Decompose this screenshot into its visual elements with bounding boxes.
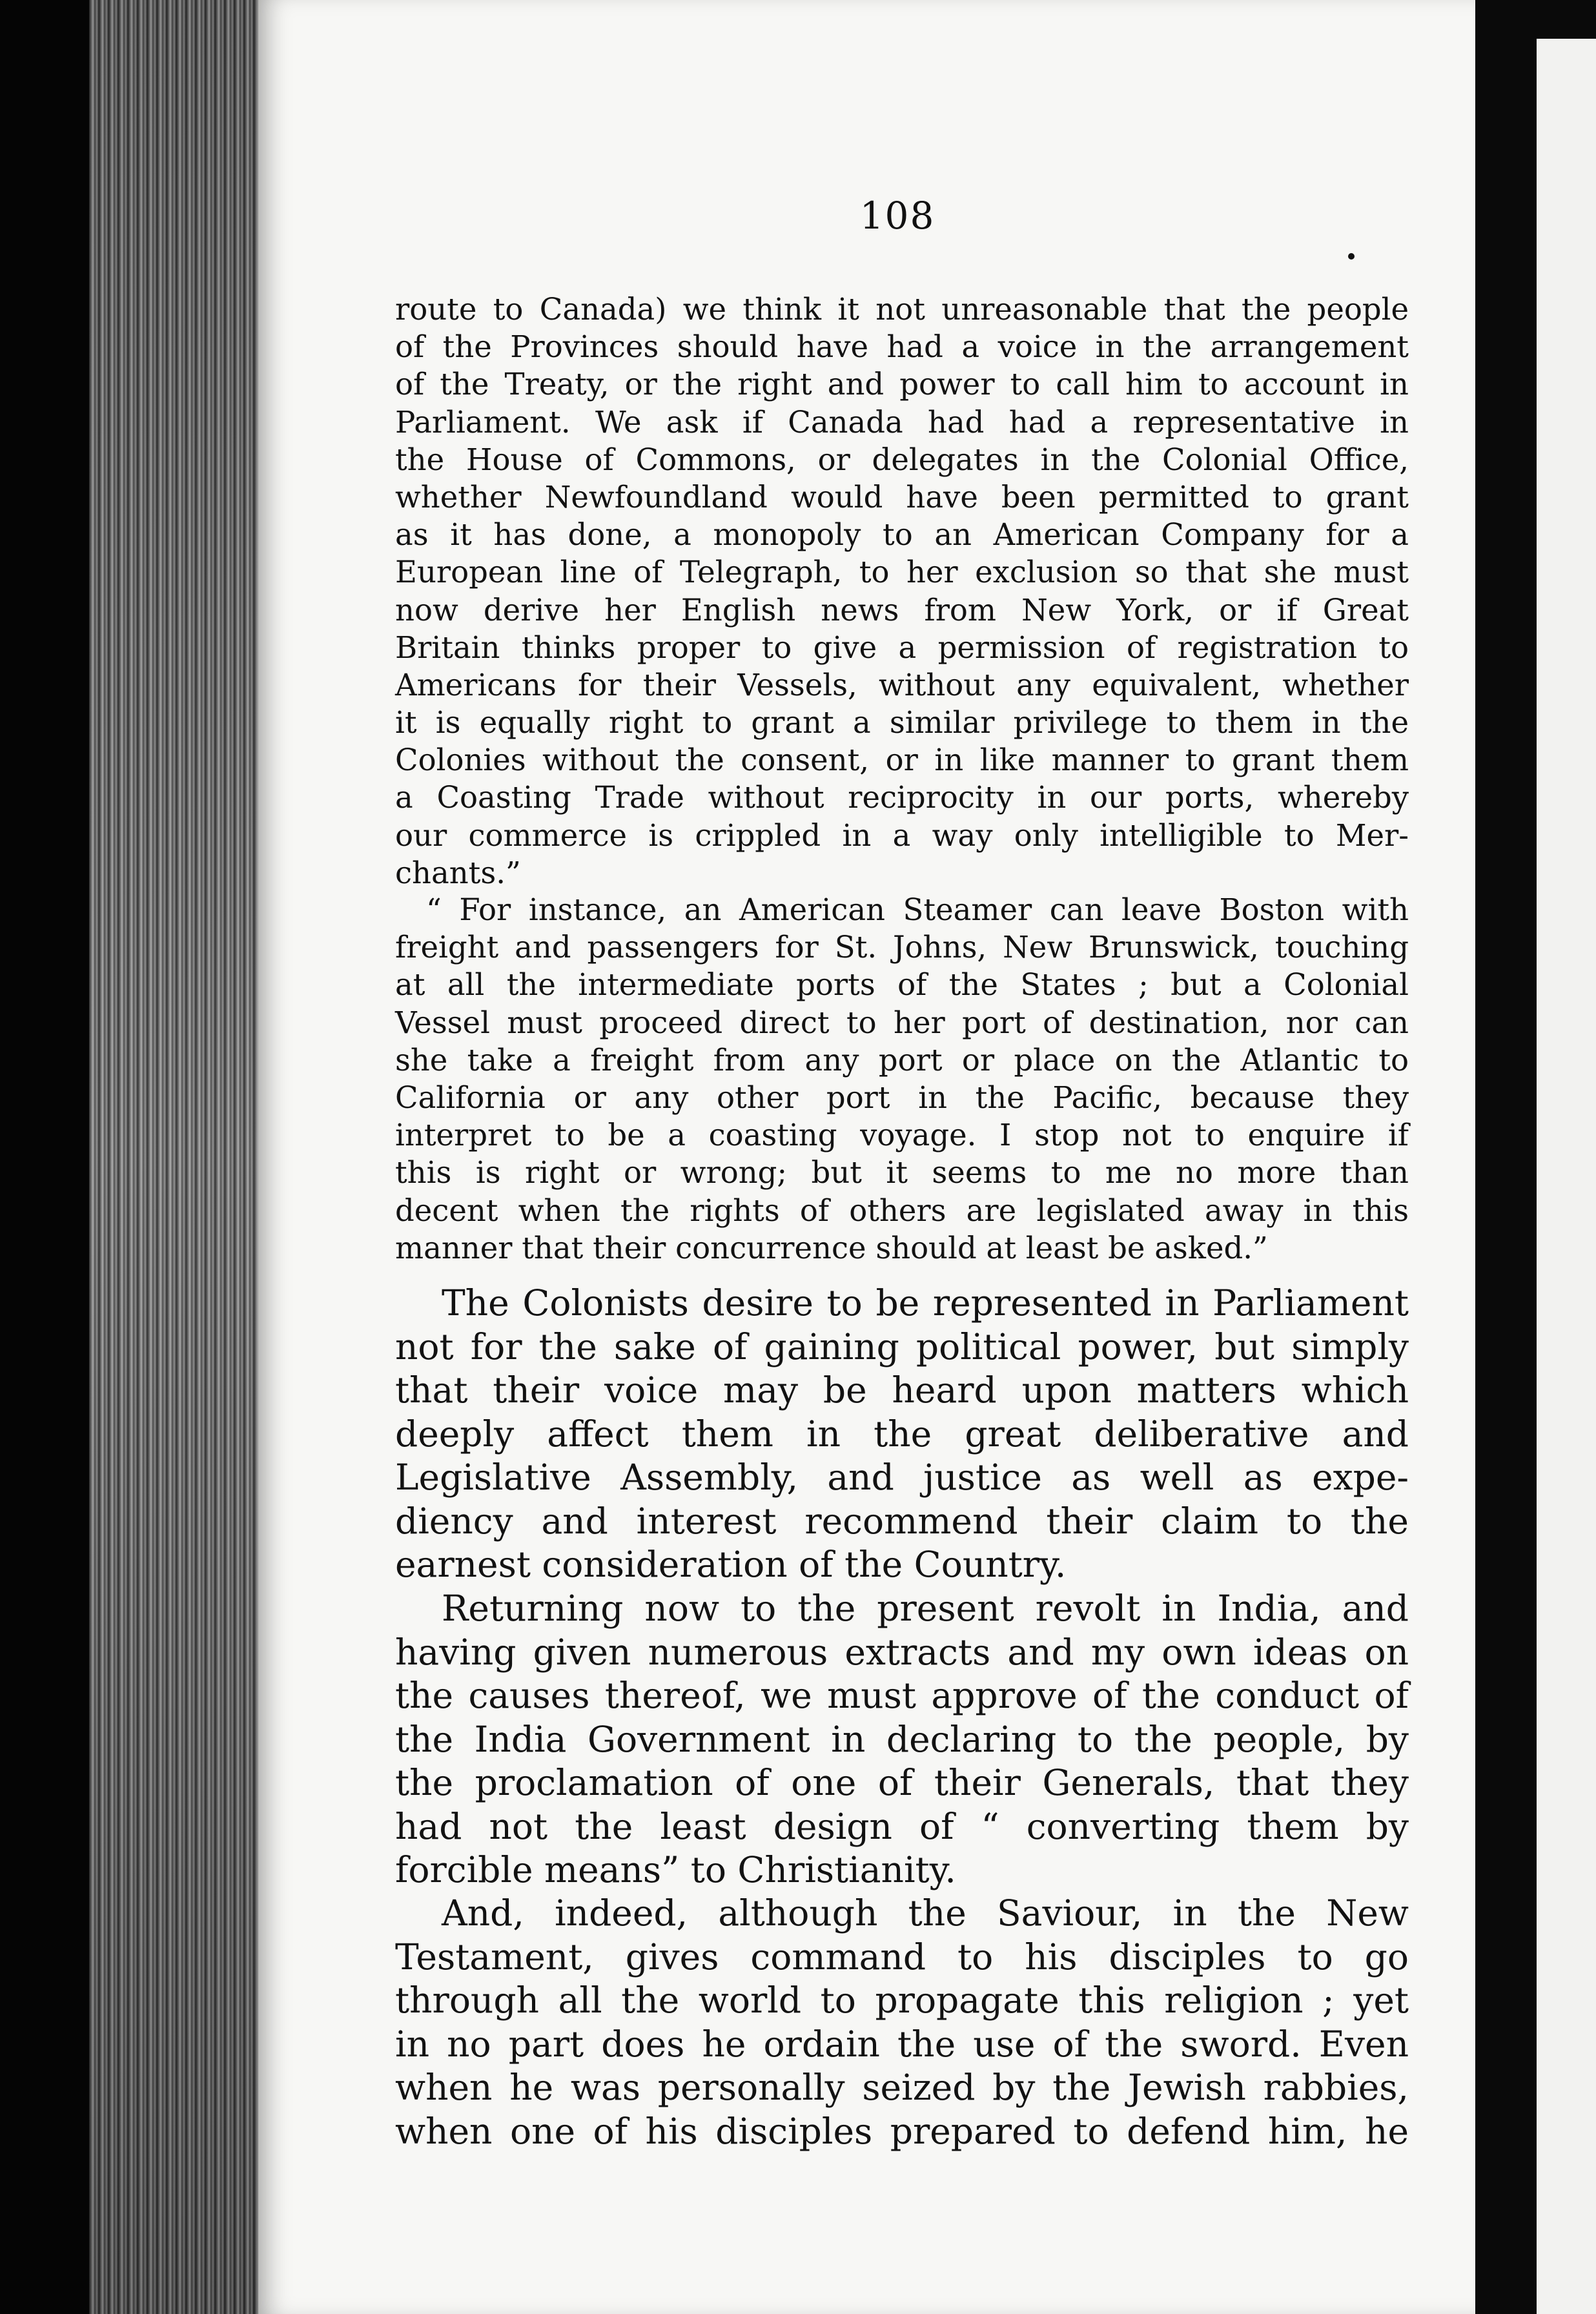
text-line: whether Newfoundland would have been permitted to grant [395,479,1409,515]
text-line: diency and interest recommend their claim to the [395,1500,1409,1542]
text-line: it is equally right to grant a similar privilege to them in the [395,705,1409,741]
text-line: Returning now to the present revolt in India, and [442,1588,1409,1629]
scan-background-corner [1537,0,1596,39]
text-line: Testament, gives command to his disciples to go [395,1936,1409,1978]
text-line: the proclamation of one of their Generals, that they [395,1762,1409,1803]
ink-dot [1348,253,1355,260]
text-line: The Colonists desire to be represented in Parliament [442,1282,1409,1324]
text-line: this is right or wrong; but it seems to me no more than [395,1155,1409,1191]
text-line: earnest consideration of the Country. [395,1544,1067,1585]
text-line: interpret to be a coasting voyage. I stop not to enquire if [395,1118,1409,1153]
text-line: And, indeed, although the Saviour, in the New [442,1892,1409,1934]
book-page-edges [89,0,258,2314]
text-line: manner that their concurrence should at least be asked.” [395,1230,1268,1265]
scan-background-right [1475,0,1537,2314]
text-line: chants.” [395,855,521,890]
text-line: through all the world to propagate this religion ; yet [395,1980,1409,2021]
text-line: the causes thereof, we must approve of the conduct of [395,1675,1409,1716]
paragraph-colonists [395,1282,1409,1587]
text-line: at all the intermediate ports of the States ; but a Colonial [395,967,1409,1003]
text-line: in no part does he ordain the use of the sword. Even [395,2023,1409,2065]
text-line: a Coasting Trade without reciprocity in our ports, whereby [395,780,1409,815]
paragraph-india-revolt [395,1587,1409,1892]
text-line: the House of Commons, or delegates in the Colonial Office, [395,442,1409,477]
text-line: she take a freight from any port or place on the Atlantic to [395,1042,1409,1078]
text-line: that their voice may be heard upon matters which [395,1369,1409,1411]
text-line: having given numerous extracts and my own ideas on [395,1631,1409,1673]
text-line: California or any other port in the Pacific, because they [395,1080,1409,1115]
text-line: our commerce is crippled in a way only intelligible to Mer- [395,817,1409,853]
text-line: Legislative Assembly, and justice as well as expe- [395,1457,1409,1498]
text-line: not for the sake of gaining political power, but simply [395,1326,1409,1367]
text-line: Britain thinks proper to give a permission of registration to [395,630,1409,665]
text-line: Colonies without the consent, or in like manner to grant them [395,742,1409,778]
text-line: when one of his disciples prepared to defend him, he [395,2110,1409,2152]
text-line: of the Treaty, or the right and power to call him to account in [395,367,1409,402]
text-line: of the Provinces should have had a voice in the arrangement [395,329,1409,365]
page-number: 108 [859,194,936,238]
quoted-passage-continued [395,291,1409,892]
text-line: European line of Telegraph, to her exclusion so that she must [395,555,1409,590]
adjacent-page-edge [1537,39,1596,2314]
text-line: deeply affect them in the great deliberative and [395,1413,1409,1455]
text-line: when he was personally seized by the Jewish rabbies, [395,2067,1409,2108]
text-line: decent when the rights of others are legislated away in this [395,1193,1409,1228]
text-line: had not the least design of “ converting them by [395,1805,1409,1847]
text-line: the India Government in declaring to the people, by [395,1718,1409,1760]
text-line: route to Canada) we think it not unreasonable that the people [395,292,1409,327]
scan-background-left [0,0,89,2314]
text-line: freight and passengers for St. Johns, New Brunswick, touching [395,930,1409,965]
text-line: Vessel must proceed direct to her port of destination, nor can [395,1005,1409,1040]
text-line: now derive her English news from New York, or if Great [395,592,1409,628]
text-line: Parliament. We ask if Canada had had a representative in [395,404,1409,440]
paragraph-saviour [395,1892,1409,2153]
text-line: forcible means” to Christianity. [395,1849,956,1890]
text-line: as it has done, a monopoly to an American Company for a [395,517,1409,553]
text-line: “ For instance, an American Steamer can leave Boston with [426,892,1409,927]
text-line: Americans for their Vessels, without any equivalent, whether [395,667,1409,702]
quoted-passage-second [395,891,1409,1267]
